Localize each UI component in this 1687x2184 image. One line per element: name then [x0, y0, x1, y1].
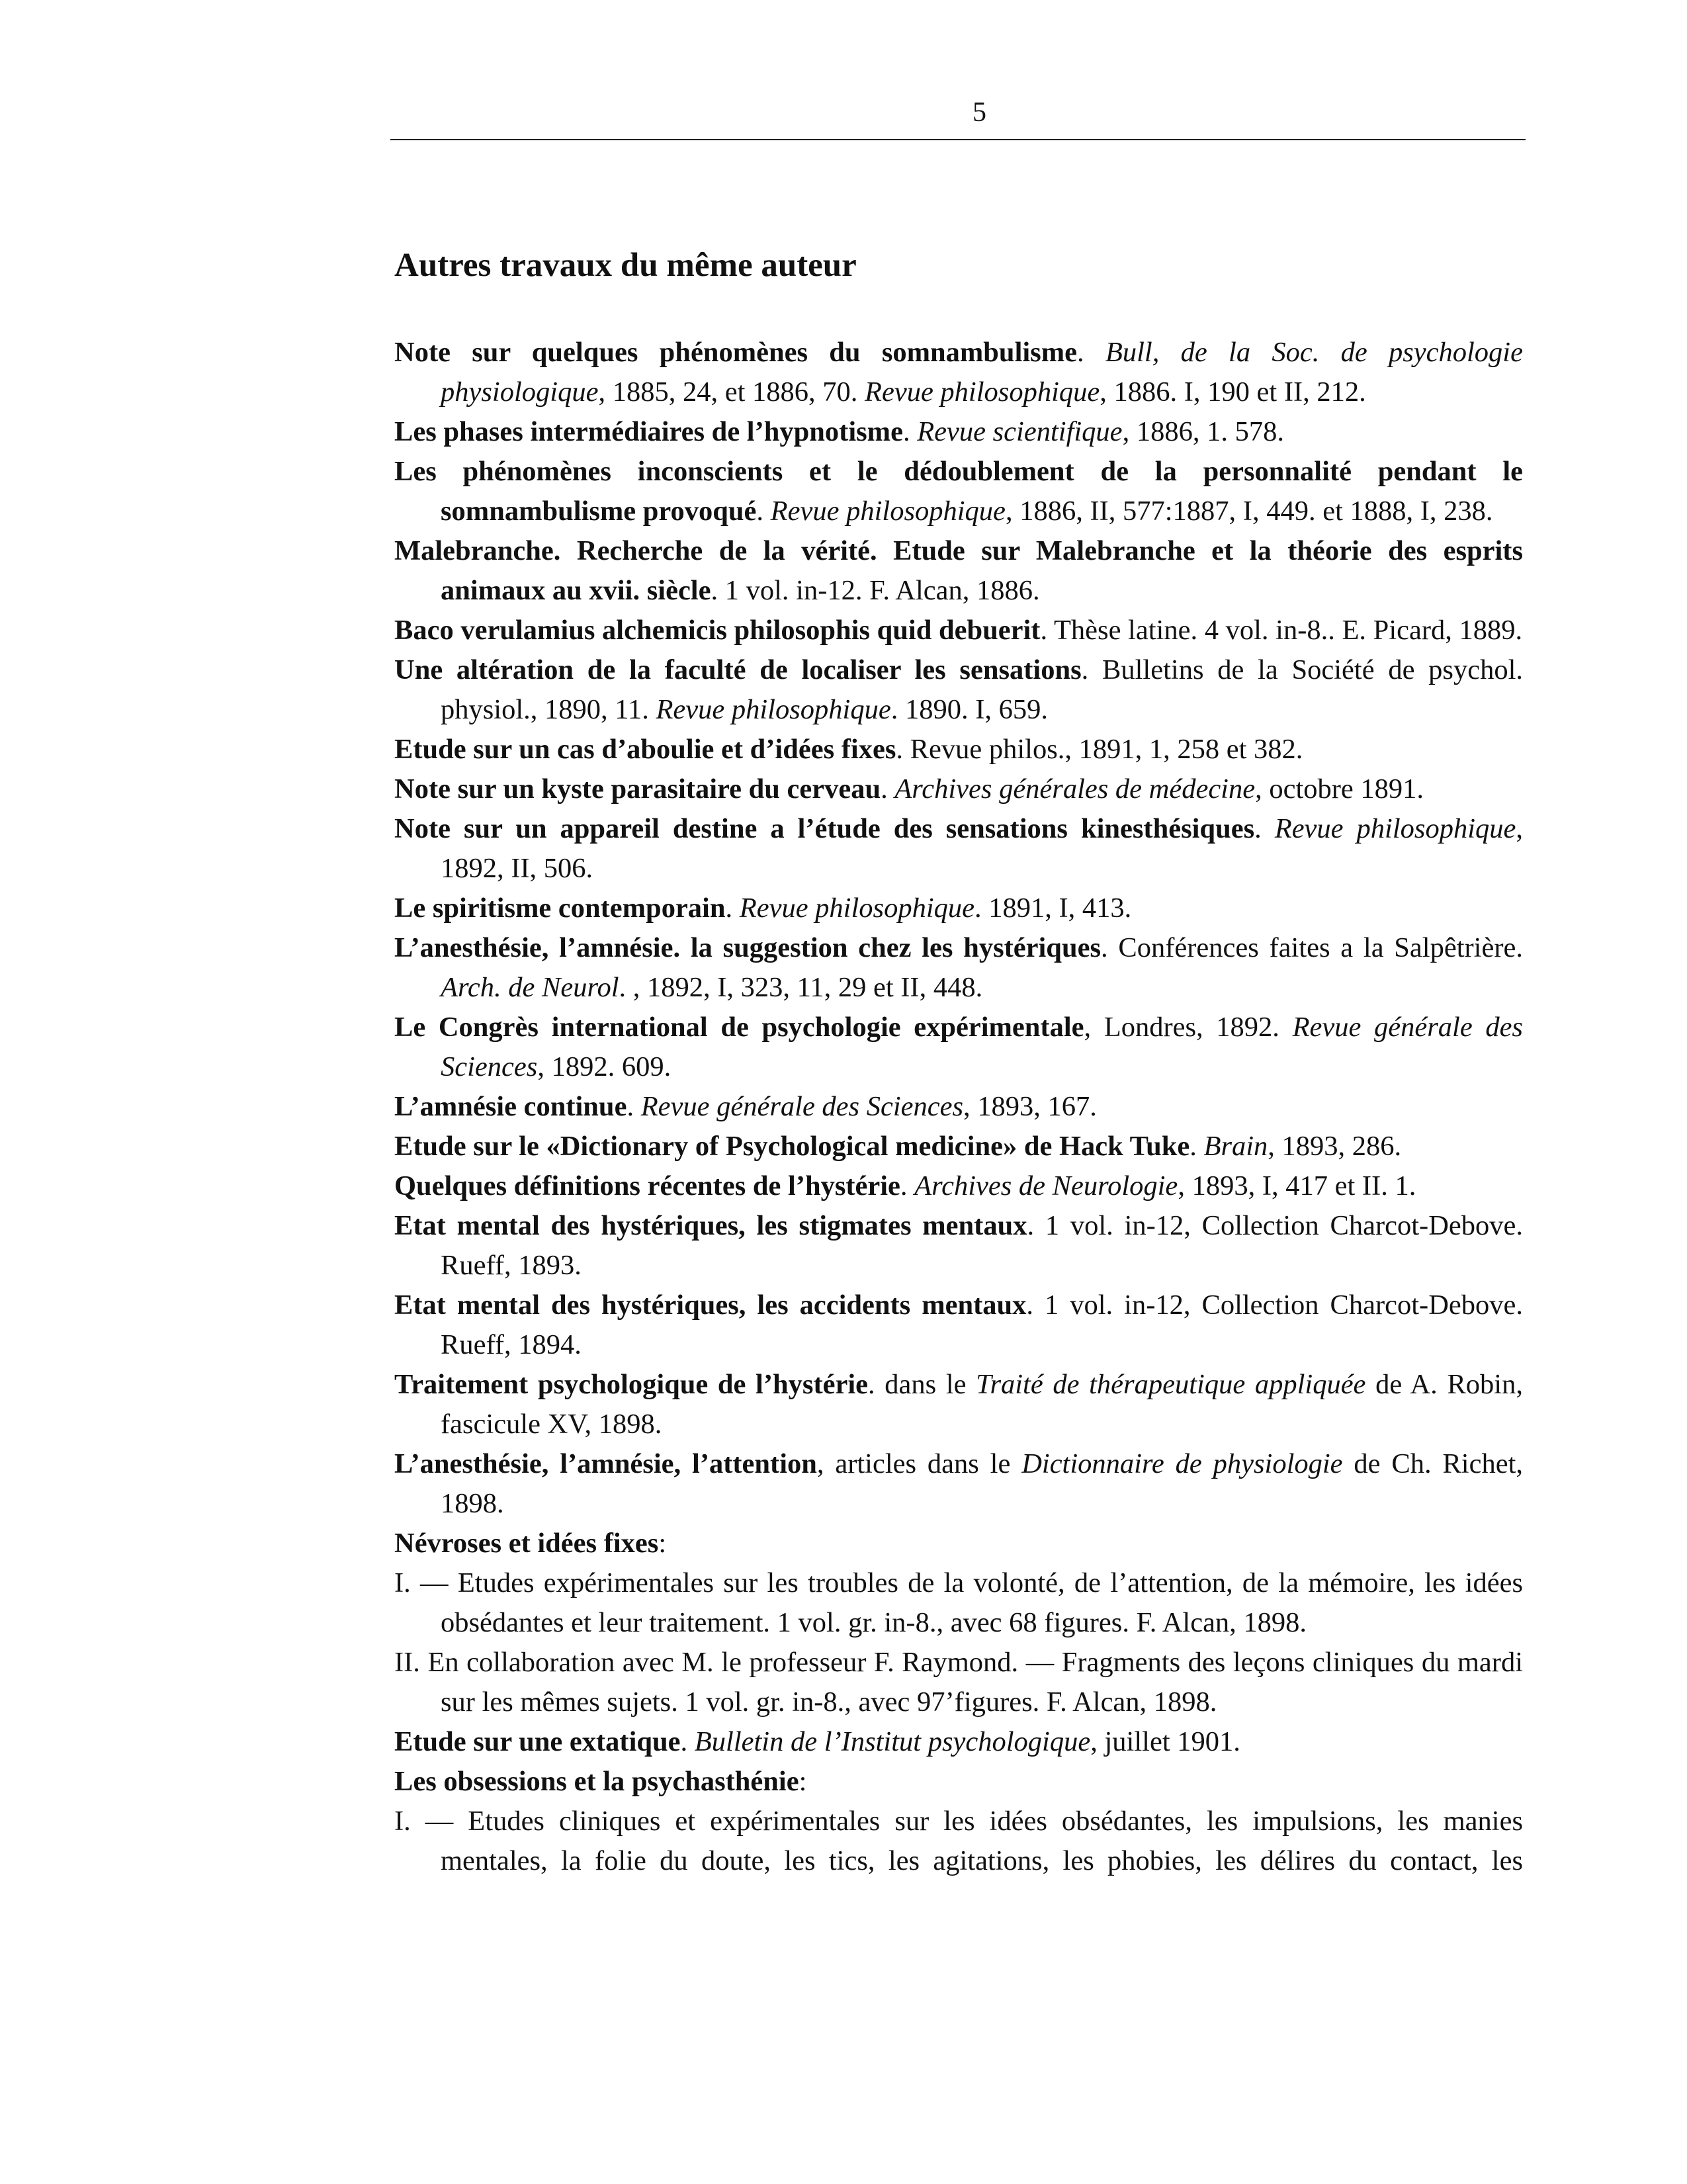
- bibliography-entry: [394, 769, 1523, 809]
- section-heading: Autres travaux du même auteur: [394, 247, 857, 284]
- entry-text: de Ch. Richet, 1898.: [441, 1448, 1524, 1519]
- bibliography-entry: [394, 1166, 1523, 1206]
- entry-text: , 1886, II, 577:1887, I, 449. et 1888, I, 238.: [1005, 496, 1493, 527]
- entry-journal: Revue philosophique: [865, 376, 1100, 408]
- entry-title: Baco verulamius alchemicis philosophis quid debuerit: [394, 615, 1041, 646]
- bibliography-entry: [394, 611, 1523, 650]
- entry-journal: Revue philosophique: [656, 694, 891, 725]
- entry-text: .: [902, 416, 918, 447]
- entry-text: .: [680, 1726, 695, 1757]
- entry-journal: Brain: [1203, 1131, 1268, 1162]
- entry-title: Une altération de la faculté de localiser les sensations: [394, 654, 1082, 685]
- entry-text: .: [900, 1170, 915, 1201]
- entry-text: , octobre 1891.: [1255, 773, 1424, 805]
- header-rule: [390, 139, 1526, 140]
- entry-text: .: [627, 1091, 641, 1122]
- entry-text: , 1893, 167.: [963, 1091, 1097, 1122]
- entry-text: .: [881, 773, 895, 805]
- bibliography-entry: [394, 730, 1523, 769]
- bibliography-entry: [394, 1444, 1523, 1524]
- entry-text: :: [658, 1528, 667, 1559]
- entry-text: . Bulletins de la Société de psychol. physiol., 1890, 11.: [441, 654, 1524, 725]
- entry-title: Note sur un appareil destine a l’étude des sensations kinesthésiques: [394, 813, 1255, 844]
- entry-journal: Dictionnaire de physiologie: [1021, 1448, 1343, 1479]
- entry-title: Les obsessions et la psychasthénie: [394, 1766, 799, 1797]
- entry-text: . 1 vol. in-12. F. Alcan, 1886.: [711, 575, 1040, 606]
- bibliography-entry: [394, 1722, 1523, 1762]
- entry-journal: Archives générales de médecine: [894, 773, 1256, 805]
- entry-text: . 1 vol. in-12, Collection Charcot-Debove. Rueff, 1894.: [441, 1289, 1523, 1360]
- entry-title: Le Congrès international de psychologie expérimentale: [394, 1012, 1084, 1043]
- entry-text: , 1892, II, 506.: [441, 813, 1523, 884]
- bibliography-entry: [394, 1286, 1523, 1365]
- bibliography-entry: [394, 1563, 1523, 1643]
- entry-text: .: [725, 893, 740, 924]
- entry-title: Traitement psychologique de l’hystérie: [394, 1369, 868, 1400]
- entry-title: Les phases intermédiaires de l’hypnotisme: [394, 416, 903, 447]
- entry-text: . Revue philos., 1891, 1, 258 et 382.: [896, 734, 1303, 765]
- entry-title: L’anesthésie, l’amnésie. la suggestion chez les hystériques: [394, 932, 1101, 963]
- bibliography-entry: [394, 1008, 1523, 1087]
- entry-text: , 1892. 609.: [537, 1051, 671, 1082]
- entry-title: Etude sur le «Dictionary of Psychological medicine» de Hack Tuke: [394, 1131, 1190, 1162]
- entry-title: Etude sur une extatique: [394, 1726, 681, 1757]
- entry-journal: Revue générale des Sciences: [640, 1091, 964, 1122]
- entry-title: Malebranche. Recherche de la vérité. Etude sur Malebranche et la théorie des esprits animaux au xvii. siècle: [394, 535, 1523, 606]
- entry-text: , 1886. I, 190 et II, 212.: [1100, 376, 1366, 408]
- entry-journal: Arch. de Neurol: [441, 972, 619, 1003]
- bibliography-entry: [394, 1762, 1523, 1802]
- entry-journal: Revue philosophique: [739, 893, 975, 924]
- bibliography-entry: [394, 650, 1523, 730]
- entry-title: Les phénomènes inconscients et le dédoublement de la personnalité pendant le somnambulisme provoqué: [394, 456, 1523, 527]
- entry-journal: Archives de Neurologie: [914, 1170, 1178, 1201]
- bibliography-entry: [394, 1524, 1523, 1563]
- entry-text: , 1885, 24, et 1886, 70.: [598, 376, 865, 408]
- entry-title: L’anesthésie, l’amnésie, l’attention: [394, 1448, 817, 1479]
- entry-journal: Traité de thérapeutique appliquée: [976, 1369, 1366, 1400]
- bibliography-entry: [394, 809, 1523, 889]
- entry-text: .: [1254, 813, 1275, 844]
- entry-text: . 1891, I, 413.: [974, 893, 1132, 924]
- entry-text: .: [1190, 1131, 1204, 1162]
- entry-text: , 1893, I, 417 et II. 1.: [1178, 1170, 1416, 1201]
- entry-title: Le spiritisme contemporain: [394, 893, 726, 924]
- entry-text: , Londres, 1892.: [1084, 1012, 1293, 1043]
- bibliography-entry: [394, 1365, 1523, 1444]
- entry-text: :: [799, 1766, 807, 1797]
- entry-text: . , 1892, I, 323, 11, 29 et II, 448.: [619, 972, 983, 1003]
- bibliography-entry: [394, 1643, 1523, 1722]
- entry-text: , 1886, 1. 578.: [1122, 416, 1284, 447]
- entry-text: , articles dans le: [816, 1448, 1022, 1479]
- entry-text: .: [1077, 337, 1084, 368]
- page-number-text: 5: [973, 97, 986, 128]
- entry-title: Quelques définitions récentes de l’hystérie: [394, 1170, 900, 1201]
- entry-text: . Conférences faites a la Salpêtrière.: [1101, 932, 1523, 963]
- bibliography-list: [394, 333, 1523, 1881]
- bibliography-entry: [394, 1087, 1523, 1127]
- entry-title: L’amnésie continue: [394, 1091, 627, 1122]
- entry-title: Névroses et idées fixes: [394, 1528, 659, 1559]
- bibliography-entry: [394, 333, 1523, 412]
- bibliography-entry: [394, 452, 1523, 531]
- entry-journal: Bull, de la Soc. de psychologie physiologique: [441, 337, 1523, 408]
- entry-title: Etat mental des hystériques, les stigmates mentaux: [394, 1210, 1027, 1241]
- bibliography-entry: [394, 1127, 1523, 1166]
- entry-text: . 1890. I, 659.: [890, 694, 1048, 725]
- entry-title: Note sur un kyste parasitaire du cerveau: [394, 773, 881, 805]
- entry-text: . 1 vol. in-12, Collection Charcot-Debove. Rueff, 1893.: [441, 1210, 1523, 1281]
- entry-journal: Bulletin de l’Institut psychologique: [694, 1726, 1091, 1757]
- entry-title: Etude sur un cas d’aboulie et d’idées fixes: [394, 734, 896, 765]
- entry-title: Note sur quelques phénomènes du somnambulisme: [394, 337, 1077, 368]
- entry-text: I. — Etudes cliniques et expérimentales sur les idées obsédantes, les impulsions, les manies mentales, la folie du doute, les tics, les agitations, les phobies, les délires du contact, les: [394, 1806, 1523, 1876]
- bibliography-entry: [394, 1206, 1523, 1286]
- entry-text: . Thèse latine. 4 vol. in-8.. E. Picard, 1889.: [1040, 615, 1523, 646]
- bibliography-entry: [394, 531, 1523, 611]
- entry-text: I. — Etudes expérimentales sur les troubles de la volonté, de l’attention, de la mémoire, les idées obsédantes et leur traitement. 1 vol. gr. in-8., avec 68 figures. F. Alcan, 1898.: [394, 1567, 1523, 1638]
- entry-text: .: [756, 496, 771, 527]
- bibliography-entry: [394, 889, 1523, 928]
- entry-text: de A. Robin, fascicule XV, 1898.: [441, 1369, 1523, 1440]
- bibliography-entry: [394, 1802, 1523, 1881]
- entry-journal: Revue scientifique: [917, 416, 1123, 447]
- bibliography-entry: [394, 412, 1523, 452]
- entry-text: . dans le: [868, 1369, 976, 1400]
- entry-journal: Revue philosophique: [770, 496, 1006, 527]
- entry-text: II. En collaboration avec M. le professeur F. Raymond. — Fragments des leçons cliniques du mardi sur les mêmes sujets. 1 vol. gr. in-8., avec 97’figures. F. Alcan, 1898.: [394, 1647, 1523, 1718]
- entry-text: , 1893, 286.: [1268, 1131, 1402, 1162]
- entry-journal: Revue générale des Sciences: [441, 1012, 1523, 1082]
- bibliography-entry: [394, 928, 1523, 1008]
- entry-journal: Revue philosophique: [1274, 813, 1516, 844]
- entry-text: , juillet 1901.: [1090, 1726, 1240, 1757]
- entry-title: Etat mental des hystériques, les accidents mentaux: [394, 1289, 1027, 1321]
